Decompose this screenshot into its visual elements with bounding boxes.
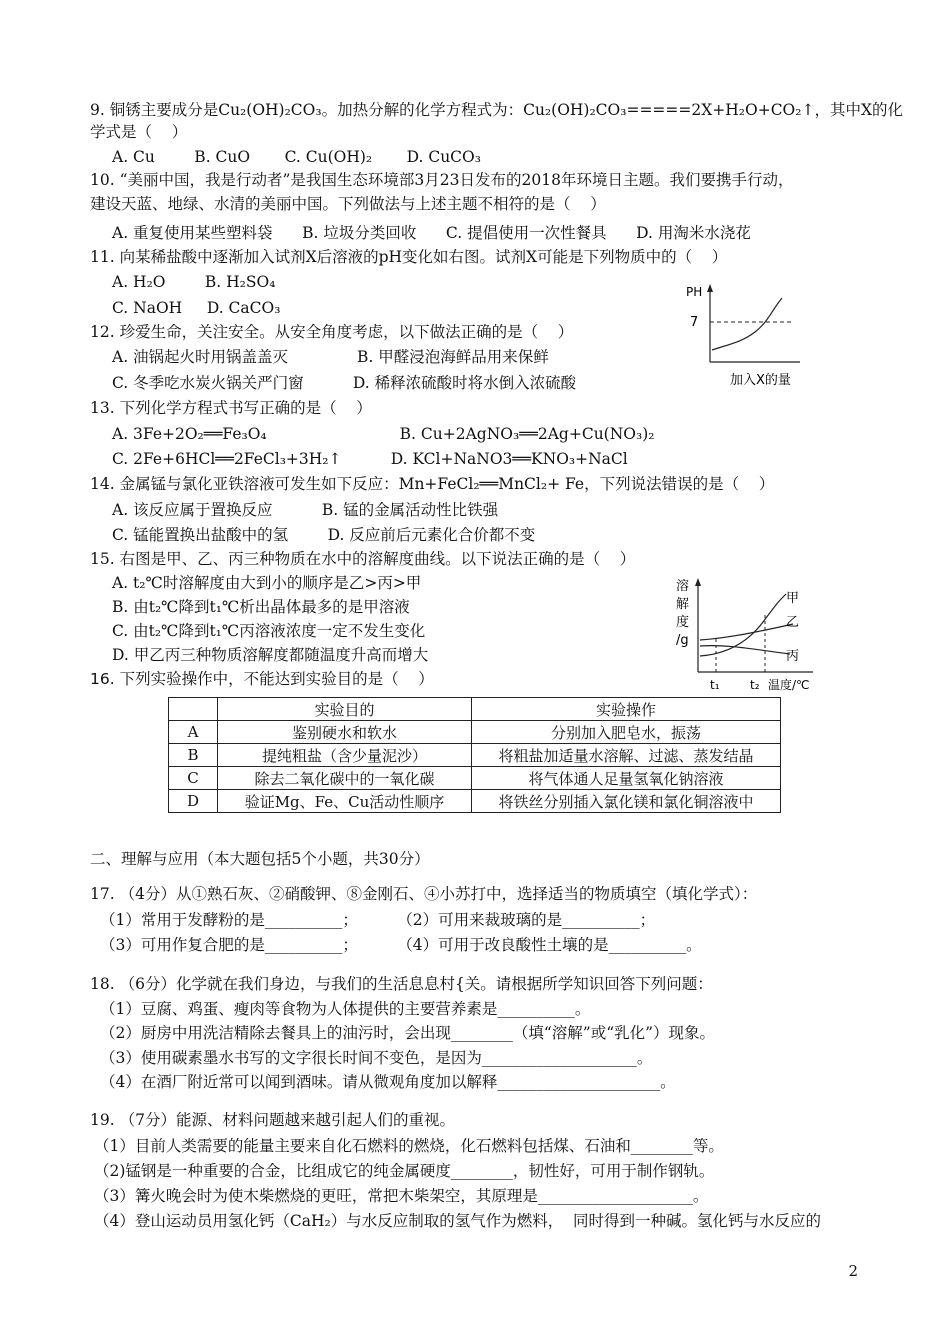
ph-y-arrow [707, 284, 713, 292]
table-cell: 验证Mg、Fe、Cu活动性顺序 [218, 790, 472, 813]
q10-options: A. 重复使用某些塑料袋 B. 垃圾分类回收 C. 提倡使用一次性餐具 D. 用淘米水浇花 [112, 224, 751, 242]
experiment-table [168, 697, 781, 813]
q9-stem-1: 9. 铜锈主要成分是Cu₂(OH)₂CO₃。加热分解的化学方程式为：Cu₂(OH)₂CO₃=====2X+H₂O+CO₂↑，其中X的化 [90, 101, 904, 119]
ph-x-label: 加入X的量 [730, 373, 791, 388]
ph-curve [712, 298, 782, 350]
q13-options-1: A. 3Fe+2O₂══Fe₃O₄ B. Cu+2AgNO₃══2Ag+Cu(NO₃)₂ [112, 425, 655, 443]
sol-y-label-3: 度 [676, 615, 690, 630]
ph-chart [680, 280, 820, 394]
table-header [169, 698, 218, 721]
q13-options-2: C. 2Fe+6HCl══2FeCl₃+3H₂↑ D. KCl+NaNO3══KNO₃+NaCl [112, 450, 628, 468]
q10-stem-2: 建设天蓝、地绿、水清的美丽中国。下列做法与上述主题不相符的是（ ） [90, 195, 606, 213]
sol-label-yi: 乙 [786, 615, 800, 630]
sol-y-arrow [695, 578, 701, 586]
sol-curve-jia [700, 594, 786, 656]
sol-label-jia: 甲 [786, 591, 800, 606]
q9-stem-2: 学式是（ ） [90, 123, 188, 141]
sol-t1-label: t₁ [710, 678, 720, 692]
table-cell: 鉴别硬水和软水 [218, 721, 472, 744]
sol-y-label-1: 溶 [676, 579, 690, 594]
q19-line-3: （3）篝火晚会时为使木柴燃烧的更旺，常把木柴架空，其原理是____________________。 [94, 1187, 709, 1205]
q17-stem: 17. （4分）从①熟石灰、②硝酸钾、⑧金刚石、④小苏打中，选择适当的物质填空（填化学式）： [90, 885, 758, 903]
table-header-row [169, 698, 781, 721]
q14-stem: 14. 金属锰与氯化亚铁溶液可发生如下反应：Mn+FeCl₂══MnCl₂+ Fe，下列说法错误的是（ ） [90, 475, 775, 493]
solubility-chart [668, 572, 838, 701]
q15-option-c: C. 由t₂℃降到t₁℃丙溶液浓度一定不发生变化 [112, 622, 426, 640]
table-row [169, 744, 781, 767]
q11-stem: 11. 向某稀盐酸中逐渐加入试剂X后溶液的pH变化如右图。试剂X可能是下列物质中的（ ） [90, 248, 728, 266]
q12-options-1: A. 油锅起火时用锅盖盖灭 B. 甲醛浸泡海鲜品用来保鲜 [112, 348, 549, 366]
sol-y-label-4: /g [676, 633, 689, 648]
sol-curve-yi [700, 624, 793, 640]
q15-stem: 15. 右图是甲、乙、丙三种物质在水中的溶解度曲线。以下说法正确的是（ ） [90, 550, 636, 568]
sol-curve-bing [700, 646, 790, 654]
table-cell: 将气体通人足量氢氧化钠溶液 [472, 767, 781, 790]
q15-option-d: D. 甲乙丙三种物质溶解度都随温度升高而增大 [112, 646, 429, 664]
table-cell: C [169, 767, 218, 790]
q15-option-b: B. 由t₂℃降到t₁℃析出晶体最多的是甲溶液 [112, 598, 410, 616]
q18-line-3: （3）使用碳素墨水书写的文字很长时间不变色，是因为____________________。 [100, 1049, 653, 1067]
q19-line-2: （2)锰钢是一种重要的合金，比组成它的纯金属硬度________，韧性好，可用于制作钢轨。 [94, 1162, 715, 1180]
table-row [169, 790, 781, 813]
q16-stem: 16. 下列实验操作中，不能达到实验目的是（ ） [90, 670, 434, 688]
q17-line-1: （1）常用于发酵粉的是__________； （2）可用来裁玻璃的是__________； [100, 911, 656, 929]
q18-line-4: （4）在酒厂附近常可以闻到酒味。请从微观角度加以解释_____________________。 [100, 1073, 676, 1091]
q14-options-1: A. 该反应属于置换反应 B. 锰的金属活动性比铁强 [112, 501, 499, 519]
sol-label-bing: 丙 [786, 649, 800, 664]
q17-line-2: （3）可用作复合肥的是__________； （4）可用于改良酸性土壤的是__________。 [100, 936, 702, 954]
table-cell: 除去二氧化碳中的一氧化碳 [218, 767, 472, 790]
section-2-heading: 二、理解与应用（本大题包括5个小题，共30分） [90, 850, 430, 868]
table-cell: 分别加入肥皂水，振荡 [472, 721, 781, 744]
q19-line-1: （1）目前人类需要的能量主要来自化石燃料的燃烧，化石燃料包括煤、石油和________等。 [94, 1137, 724, 1155]
q9-options: A. Cu B. CuO C. Cu(OH)₂ D. CuCO₃ [112, 148, 481, 166]
table-cell: D [169, 790, 218, 813]
sol-t2-label: t₂ [750, 678, 760, 692]
q10-stem-1: 10. “美丽中国，我是行动者”是我国生态环境部3月23日发布的2018年环境日主题。我们要携手行动， [90, 171, 794, 189]
table-header: 实验操作 [472, 698, 781, 721]
page-number: 2 [848, 1262, 858, 1280]
q12-options-2: C. 冬季吃水炭火锅关严门窗 D. 稀释浓硫酸时将水倒入浓硫酸 [112, 374, 577, 392]
q18-stem: 18. （6分）化学就在我们身边，与我们的生活息息村{关。请根据所学知识回答下列问题： [90, 975, 713, 993]
q12-stem: 12. 珍爱生命，关注安全。从安全角度考虑，以下做法正确的是（ ） [90, 323, 574, 341]
table-cell: 将铁丝分别插入氯化镁和氯化铜溶液中 [472, 790, 781, 813]
q11-options-2: C. NaOH D. CaCO₃ [112, 299, 281, 317]
table-cell: 将粗盐加适量水溶解、过滤、蒸发结晶 [472, 744, 781, 767]
table-cell: B [169, 744, 218, 767]
table-cell: A [169, 721, 218, 744]
table-cell: 提纯粗盐（含少量泥沙） [218, 744, 472, 767]
q11-options-1: A. H₂O B. H₂SO₄ [112, 273, 276, 291]
ph-ref-label: 7 [690, 315, 699, 330]
q14-options-2: C. 锰能置换出盐酸中的氢 D. 反应前后元素化合价都不变 [112, 526, 536, 544]
q18-line-1: （1）豆腐、鸡蛋、瘦肉等食物为人体提供的主要营养素是__________。 [100, 1000, 591, 1018]
sol-y-label-2: 解 [676, 597, 690, 612]
table-header: 实验目的 [218, 698, 472, 721]
table-row [169, 767, 781, 790]
q13-stem: 13. 下列化学方程式书写正确的是（ ） [90, 399, 372, 417]
sol-x-label: 温度/℃ [768, 678, 810, 692]
q15-option-a: A. t₂℃时溶解度由大到小的顺序是乙>丙>甲 [112, 574, 422, 592]
ph-y-label: PH [686, 285, 703, 299]
q19-line-4: （4）登山运动员用氢化钙（CaH₂）与水反应制取的氢气作为燃料， 同时得到一种碱。氢化钙与水反应的 [94, 1212, 822, 1230]
table-row [169, 721, 781, 744]
q18-line-2: （2）厨房中用洗洁精除去餐具上的油污时，会出现________（填“溶解”或“乳化”）现象。 [100, 1024, 716, 1042]
q19-stem: 19. （7分）能源、材料问题越来越引起人们的重视。 [90, 1111, 455, 1129]
